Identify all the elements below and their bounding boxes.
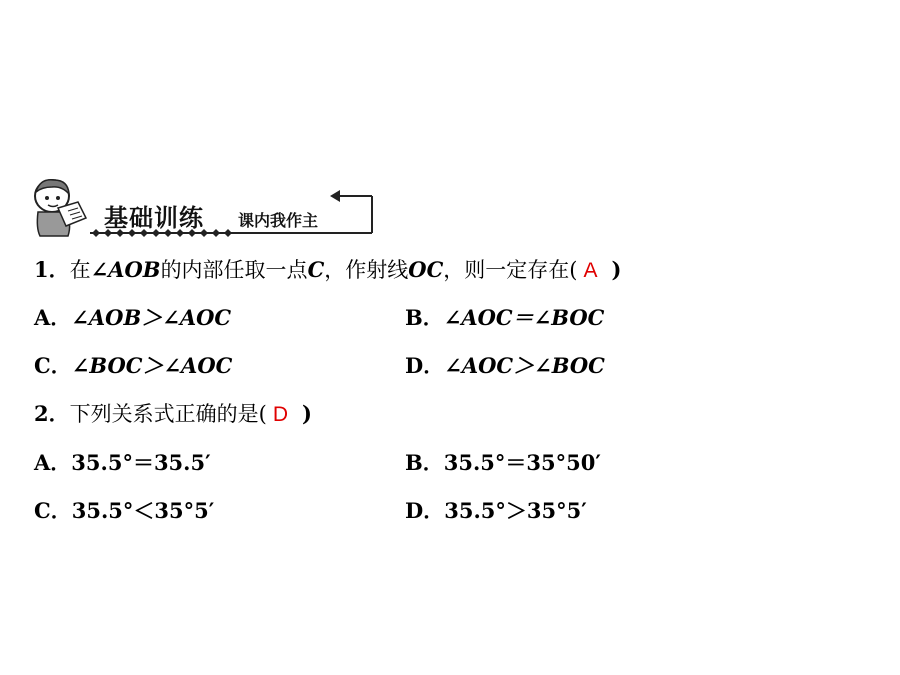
option-text: ∠BOC＞∠AOC: [71, 353, 233, 378]
option-b: [405, 305, 604, 331]
stem-angle: ∠AOB: [90, 257, 161, 282]
option-text: 35.5°＝35°50′: [443, 450, 601, 475]
section-banner: [30, 178, 375, 240]
option-d: [405, 353, 605, 379]
question-2-stem: [34, 401, 312, 428]
option-letter: D．: [405, 498, 445, 523]
option-text: 35.5°＜35°5′: [71, 498, 215, 523]
option-c: [34, 353, 232, 379]
banner-subtitle: 课内我作主: [238, 211, 319, 230]
stem-text: 下列关系式正确的是(: [69, 402, 267, 426]
question-number: 1．: [34, 257, 70, 282]
option-letter: C．: [34, 353, 72, 378]
stem-text: 在: [69, 258, 91, 282]
option-b: [405, 450, 601, 476]
option-letter: B．: [405, 305, 444, 330]
option-letter: D．: [405, 353, 445, 378]
stem-text: ，则一定存在(: [443, 258, 578, 282]
option-a: [34, 450, 211, 476]
option-c: [34, 498, 214, 524]
answer-mark: A: [583, 259, 598, 282]
stem-text: ，作射线: [324, 258, 409, 282]
option-d: [405, 498, 587, 524]
close-paren: ): [302, 401, 312, 426]
option-text: 35.5°＝35.5′: [71, 450, 211, 475]
option-letter: A．: [34, 450, 72, 475]
answer-mark: D: [272, 403, 288, 426]
question-1-stem: [34, 257, 621, 284]
option-a: [34, 305, 231, 331]
stem-text: 的内部任取一点: [160, 258, 308, 282]
option-letter: B．: [405, 450, 444, 475]
option-letter: C．: [34, 498, 72, 523]
option-text: ∠AOB＞∠AOC: [71, 305, 232, 330]
stem-ray: OC: [408, 257, 444, 282]
option-text: 35.5°＞35°5′: [444, 498, 587, 523]
question-number: 2．: [34, 401, 70, 426]
stem-point: C: [307, 257, 325, 282]
option-letter: A．: [34, 305, 72, 330]
option-text: ∠AOC＝∠BOC: [443, 305, 605, 330]
option-text: ∠AOC＞∠BOC: [444, 353, 605, 378]
banner-title: 基础训练: [104, 204, 204, 232]
close-paren: ): [611, 257, 622, 282]
